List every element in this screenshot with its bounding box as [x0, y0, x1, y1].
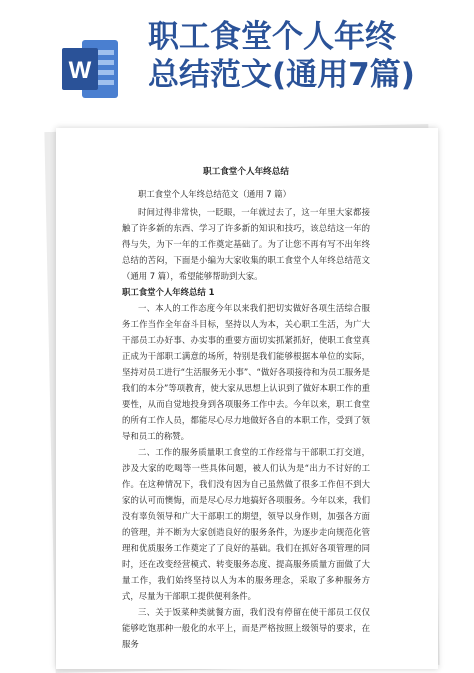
document-title: 职工食堂个人年终总结	[203, 167, 289, 177]
intro-paragraph: 时间过得非常快，一眨眼，一年就过去了，这一年里大家都接触了许多新的东西、学习了许多新的知识和技巧，该总结这一年的得与失，为下一年的工作奠定基础了。为了让您不再有写不出年终总结的苦闷，下面是小编为大家收集的职工食堂个人年终总结范文（通用 7 篇），希望能够帮助到大家。	[122, 207, 370, 281]
page-title	[148, 18, 470, 94]
title-line-1: 职工食堂个人年终	[148, 19, 396, 55]
paragraph-2: 二、工作的服务质量职工食堂的工作经常与干部职工打交道，涉及大家的吃喝等一些具体问题，被人们认为是“出力不讨好的工作。在这种情况下，我们没有因为自己虽然做了很多工作但不到大家的认可而懊悔，而是尽心尽力地搞好各项服务。今年以来，我们没有辜负领导和广大干部职工的期望，领导以身作则，加强各方面的管理，并不断为大家创造良好的服务条件，为逐步走向规范化管理和优质服务工作奠定了了良好的基础。我们在抓好各项管理的同时，还在改变经营模式、转变服务态度、提高服务质量方面做了大量工作，我们始终坚持以人为本的服务理念，采取了多种服务方式，尽量为干部职工提供便利条件。	[122, 447, 370, 601]
header-banner	[0, 0, 474, 112]
document-subtitle: 职工食堂个人年终总结范文（通用 7 篇）	[138, 189, 292, 199]
word-icon	[62, 38, 120, 100]
paragraph-3: 三、关于饭菜种类就餐方面，我们没有停留在使干部员工仅仅能够吃饱那种一般化的水平上，而是严格按照上级领导的要求，在服务	[122, 607, 370, 649]
document-page	[56, 128, 438, 669]
paragraph-1: 一、本人的工作态度今年以来我们把切实做好各项生活综合服务工作当作全年奋斗目标，坚持以人为本，关心职工生活，为广大干部员工办好事、办实事的重要方面切实抓紧抓好，使职工食堂真正成为干部职工满意的场所，特别是我们能够根据本单位的实际，坚持对员工进行“生活服务无小事”、“做好各项接待和为员工服务是我们的本分”等项教育，使大家从思想上认识到了做好本职工作的重要性，从而自觉地投身到各项服务工作中去。今年以来，职工食堂的所有工作人员，都能尽心尽力地做好各自的本职工作，受到了领导和员工的称赞。	[122, 303, 370, 441]
document-body	[122, 164, 370, 652]
section-heading: 职工食堂个人年终总结 1	[122, 287, 215, 297]
svg-text:W: W	[68, 57, 92, 84]
title-line-2: 总结范文(通用7篇)	[148, 57, 415, 93]
